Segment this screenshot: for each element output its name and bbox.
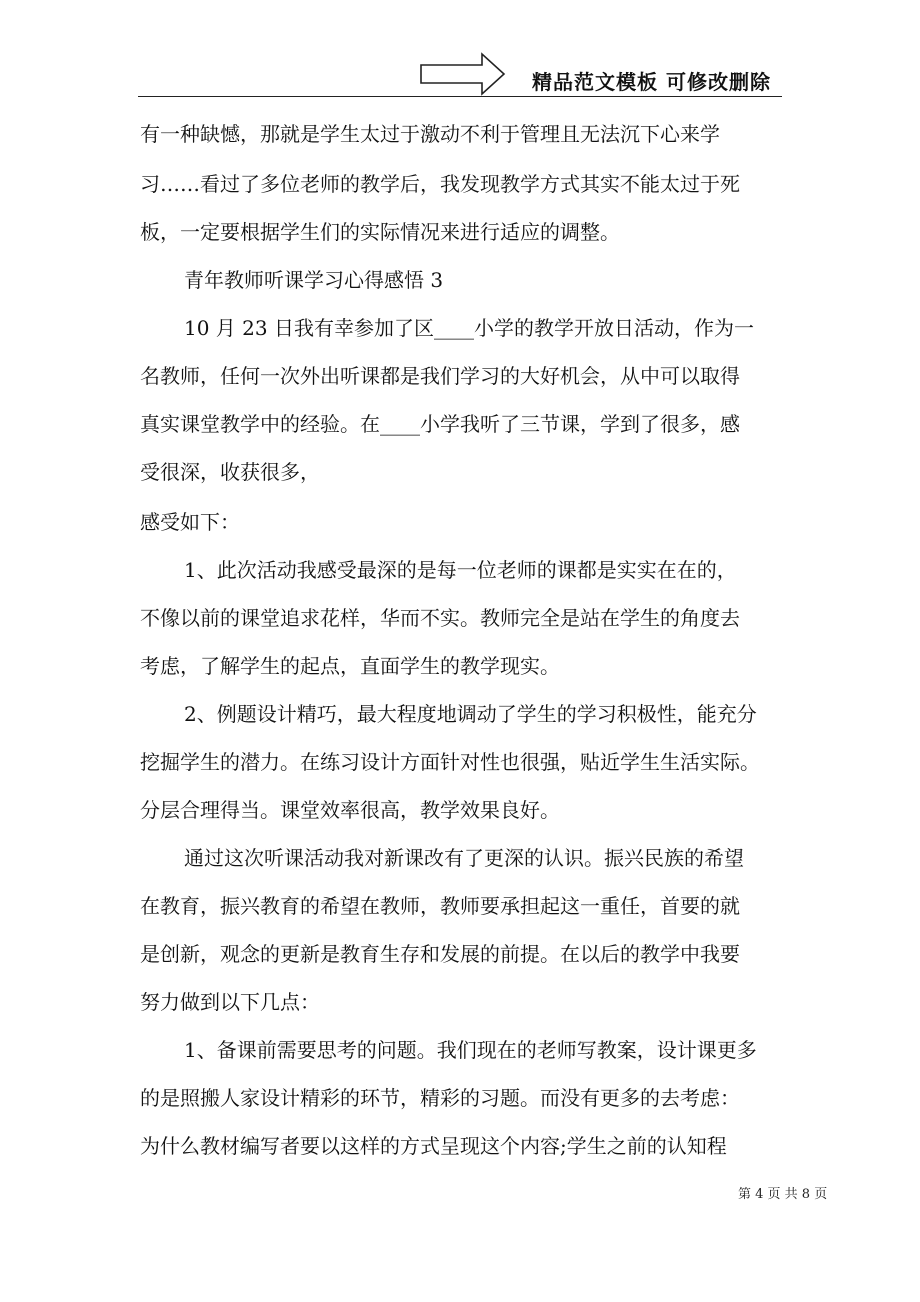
body-line: 受很深，收获很多， [140, 460, 320, 484]
body-line: 名教师，任何一次外出听课都是我们学习的大好机会，从中可以取得 [140, 364, 740, 388]
header-title: 精品范文模板 可修改删除 [532, 70, 771, 94]
body-line: 不像以前的课堂追求花样，华而不实。教师完全是站在学生的角度去 [140, 606, 740, 630]
body-line: 10 月 23 日我有幸参加了区____小学的教学开放日活动，作为一 [184, 316, 754, 340]
page-number: 第 4 页 共 8 页 [738, 1187, 828, 1202]
body-line: 为什么教材编写者要以这样的方式呈现这个内容;学生之前的认知程 [140, 1134, 727, 1158]
list-item: 2、例题设计精巧，最大程度地调动了学生的学习积极性，能充分 [184, 702, 757, 726]
body-line: 通过这次听课活动我对新课改有了更深的认识。振兴民族的希望 [184, 846, 744, 870]
section-heading: 青年教师听课学习心得感悟 3 [184, 268, 444, 292]
body-line: 真实课堂教学中的经验。在____小学我听了三节课，学到了很多，感 [140, 412, 740, 436]
body-line: 努力做到以下几点： [140, 990, 320, 1014]
body-line: 是创新，观念的更新是教育生存和发展的前提。在以后的教学中我要 [140, 942, 740, 966]
body-line: 有一种缺憾，那就是学生太过于激动不利于管理且无法沉下心来学 [140, 122, 720, 146]
body-line: 板，一定要根据学生们的实际情况来进行适应的调整。 [140, 220, 620, 244]
header-divider [138, 96, 782, 97]
body-line: 分层合理得当。课堂效率很高，教学效果良好。 [140, 798, 560, 822]
list-item: 1、此次活动我感受最深的是每一位老师的课都是实实在在的， [184, 558, 737, 582]
list-item: 1、备课前需要思考的问题。我们现在的老师写教案，设计课更多 [184, 1038, 757, 1062]
body-line: 的是照搬人家设计精彩的环节，精彩的习题。而没有更多的去考虑： [140, 1086, 740, 1110]
body-line: 在教育，振兴教育的希望在教师，教师要承担起这一重任，首要的就 [140, 894, 740, 918]
body-line: 感受如下： [140, 510, 240, 534]
body-line: 挖掘学生的潜力。在练习设计方面针对性也很强，贴近学生生活实际。 [140, 750, 760, 774]
right-arrow-icon [420, 52, 506, 96]
body-line: 习……看过了多位老师的教学后，我发现教学方式其实不能太过于死 [140, 172, 740, 196]
body-line: 考虑，了解学生的起点，直面学生的教学现实。 [140, 654, 560, 678]
